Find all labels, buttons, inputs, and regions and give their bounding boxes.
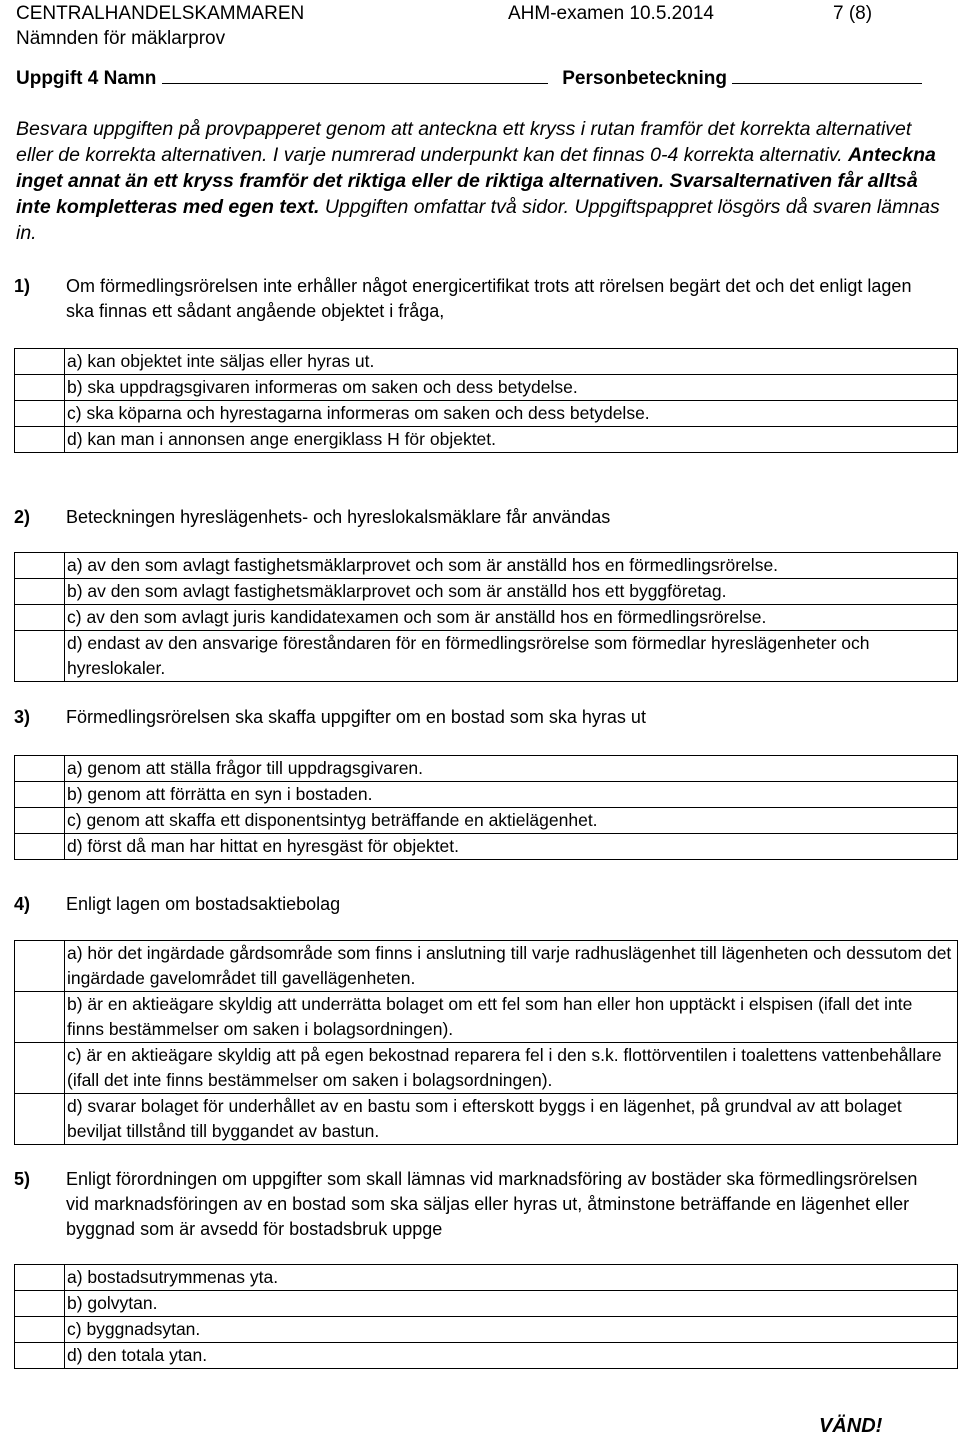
option-text: d) kan man i annonsen ange energiklass H för objektet. xyxy=(65,427,958,453)
option-text: a) bostadsutrymmenas yta. xyxy=(65,1265,958,1291)
header-organization: CENTRALHANDELSKAMMAREN xyxy=(16,3,305,24)
answer-checkbox[interactable] xyxy=(15,756,65,782)
option-text: d) den totala ytan. xyxy=(65,1343,958,1369)
answer-checkbox[interactable] xyxy=(15,349,65,375)
answer-checkbox[interactable] xyxy=(15,941,65,992)
option-row xyxy=(15,375,958,401)
option-text: a) genom att ställa frågor till uppdragsgivaren. xyxy=(65,756,958,782)
option-row xyxy=(15,941,958,992)
option-text: a) hör det ingärdade gårdsområde som finns i anslutning till varje radhuslägenhet till lägenheten och dessutom det ingärdade gavelområdet till gavellägenheten. xyxy=(65,941,958,992)
instructions-part1: Besvara uppgiften på provpapperet genom att anteckna ett kryss i rutan framför det korrekta alternativet eller de korrekta alternativen. I varje numrerad underpunkt kan det finnas 0-4 korrekta alternativ. xyxy=(16,118,912,166)
question-number: 4) xyxy=(14,894,31,914)
question-text: Enligt lagen om bostadsaktiebolag xyxy=(66,894,341,914)
answer-checkbox[interactable] xyxy=(15,782,65,808)
question-text: Om förmedlingsrörelsen inte erhåller något energicertifikat trots att rörelsen begärt det och det enligt lagen ska finnas ett sådant angående objektet i fråga, xyxy=(66,276,912,321)
header-page-number: 7 (8) xyxy=(833,3,873,24)
option-text: a) av den som avlagt fastighetsmäklarprovet och som är anställd hos en förmedlingsrörelse. xyxy=(65,553,958,579)
options-table xyxy=(14,348,958,453)
option-row xyxy=(15,992,958,1043)
answer-checkbox[interactable] xyxy=(15,605,65,631)
instructions-part3: Uppgiften omfattar två sidor. Uppgiftspappret lösgörs då svaren lämnas in. xyxy=(16,196,940,244)
question-text: Enligt förordningen om uppgifter som skall lämnas vid marknadsföring av bostäder ska förmedlingsrörelsen vid marknadsföringen av en bostad som ska säljas eller hyras ut, åtminstone beträffande en lägenhet eller byggnad som är avsedd för bostadsbruk uppge xyxy=(66,1169,918,1239)
option-text: b) ska uppdragsgivaren informeras om saken och dess betydelse. xyxy=(65,375,958,401)
answer-checkbox[interactable] xyxy=(15,1343,65,1369)
option-row xyxy=(15,1265,958,1291)
option-text: b) genom att förrätta en syn i bostaden. xyxy=(65,782,958,808)
option-row xyxy=(15,1094,958,1145)
option-text: c) byggnadsytan. xyxy=(65,1317,958,1343)
task-title: Uppgift 4 Namn xyxy=(16,68,157,89)
instructions-part2: Anteckna inget annat än ett kryss framför det riktiga eller de riktiga alternativen. Svarsalternativen får alltså inte kompletteras med egen text. xyxy=(16,144,936,218)
option-text: c) ska köparna och hyrestagarna informeras om saken och dess betydelse. xyxy=(65,401,958,427)
answer-checkbox[interactable] xyxy=(15,1265,65,1291)
answer-checkbox[interactable] xyxy=(15,1291,65,1317)
option-row xyxy=(15,401,958,427)
question-text: Förmedlingsrörelsen ska skaffa uppgifter om en bostad som ska hyras ut xyxy=(66,707,646,727)
option-row xyxy=(15,756,958,782)
option-text: b) golvytan. xyxy=(65,1291,958,1317)
id-field-line[interactable] xyxy=(732,67,922,84)
option-row xyxy=(15,1343,958,1369)
answer-checkbox[interactable] xyxy=(15,1043,65,1094)
question-number: 3) xyxy=(14,707,31,727)
question-number: 5) xyxy=(14,1169,31,1189)
options-table xyxy=(14,552,958,682)
options-table xyxy=(14,1264,958,1369)
option-text: b) är en aktieägare skyldig att underrätta bolaget om ett fel som han eller hon upptäckt i elspisen (ifall det inte finns bestämmelser om saken i bolagsordningen). xyxy=(65,992,958,1043)
task-header xyxy=(16,67,922,90)
option-row xyxy=(15,782,958,808)
answer-checkbox[interactable] xyxy=(15,553,65,579)
turn-page-label: VÄND! xyxy=(819,1415,883,1437)
options-table xyxy=(14,940,958,1145)
answer-checkbox[interactable] xyxy=(15,579,65,605)
option-text: c) är en aktieägare skyldig att på egen bekostnad reparera fel i den s.k. flottörventilen i toalettens vattenbehållare (ifall det inte finns bestämmelser om saken i bolagsordningen). xyxy=(65,1043,958,1094)
answer-checkbox[interactable] xyxy=(15,1317,65,1343)
name-field-line[interactable] xyxy=(162,67,548,84)
option-row xyxy=(15,349,958,375)
answer-checkbox[interactable] xyxy=(15,1094,65,1145)
option-text: c) av den som avlagt juris kandidatexamen och som är anställd hos en förmedlingsrörelse. xyxy=(65,605,958,631)
answer-checkbox[interactable] xyxy=(15,992,65,1043)
option-row xyxy=(15,1291,958,1317)
question-number: 2) xyxy=(14,507,31,527)
option-row xyxy=(15,631,958,682)
option-row xyxy=(15,808,958,834)
option-text: d) först då man har hittat en hyresgäst för objektet. xyxy=(65,834,958,860)
option-text: c) genom att skaffa ett disponentsintyg beträffande en aktielägenhet. xyxy=(65,808,958,834)
options-table xyxy=(14,755,958,860)
option-row xyxy=(15,605,958,631)
id-label: Personbeteckning xyxy=(562,68,727,89)
answer-checkbox[interactable] xyxy=(15,401,65,427)
option-text: b) av den som avlagt fastighetsmäklarprovet och som är anställd hos ett byggföretag. xyxy=(65,579,958,605)
answer-checkbox[interactable] xyxy=(15,808,65,834)
instructions xyxy=(16,116,946,246)
option-text: d) endast av den ansvarige föreståndaren för en förmedlingsrörelse som förmedlar hyreslägenheter och hyreslokaler. xyxy=(65,631,958,682)
option-text: a) kan objektet inte säljas eller hyras ut. xyxy=(65,349,958,375)
option-row xyxy=(15,1317,958,1343)
answer-checkbox[interactable] xyxy=(15,427,65,453)
question-number: 1) xyxy=(14,276,31,296)
header-exam-date: AHM-examen 10.5.2014 xyxy=(508,3,714,24)
answer-checkbox[interactable] xyxy=(15,375,65,401)
option-row xyxy=(15,1043,958,1094)
answer-checkbox[interactable] xyxy=(15,631,65,682)
option-text: d) svarar bolaget för underhållet av en bastu som i efterskott byggs i en lägenhet, på grundval av att bolaget beviljat tillstånd till byggandet av bastun. xyxy=(65,1094,958,1145)
option-row xyxy=(15,834,958,860)
header-committee: Nämnden för mäklarprov xyxy=(16,28,226,49)
option-row xyxy=(15,553,958,579)
option-row xyxy=(15,427,958,453)
option-row xyxy=(15,579,958,605)
question-text: Beteckningen hyreslägenhets- och hyreslokalsmäklare får användas xyxy=(66,507,611,527)
answer-checkbox[interactable] xyxy=(15,834,65,860)
